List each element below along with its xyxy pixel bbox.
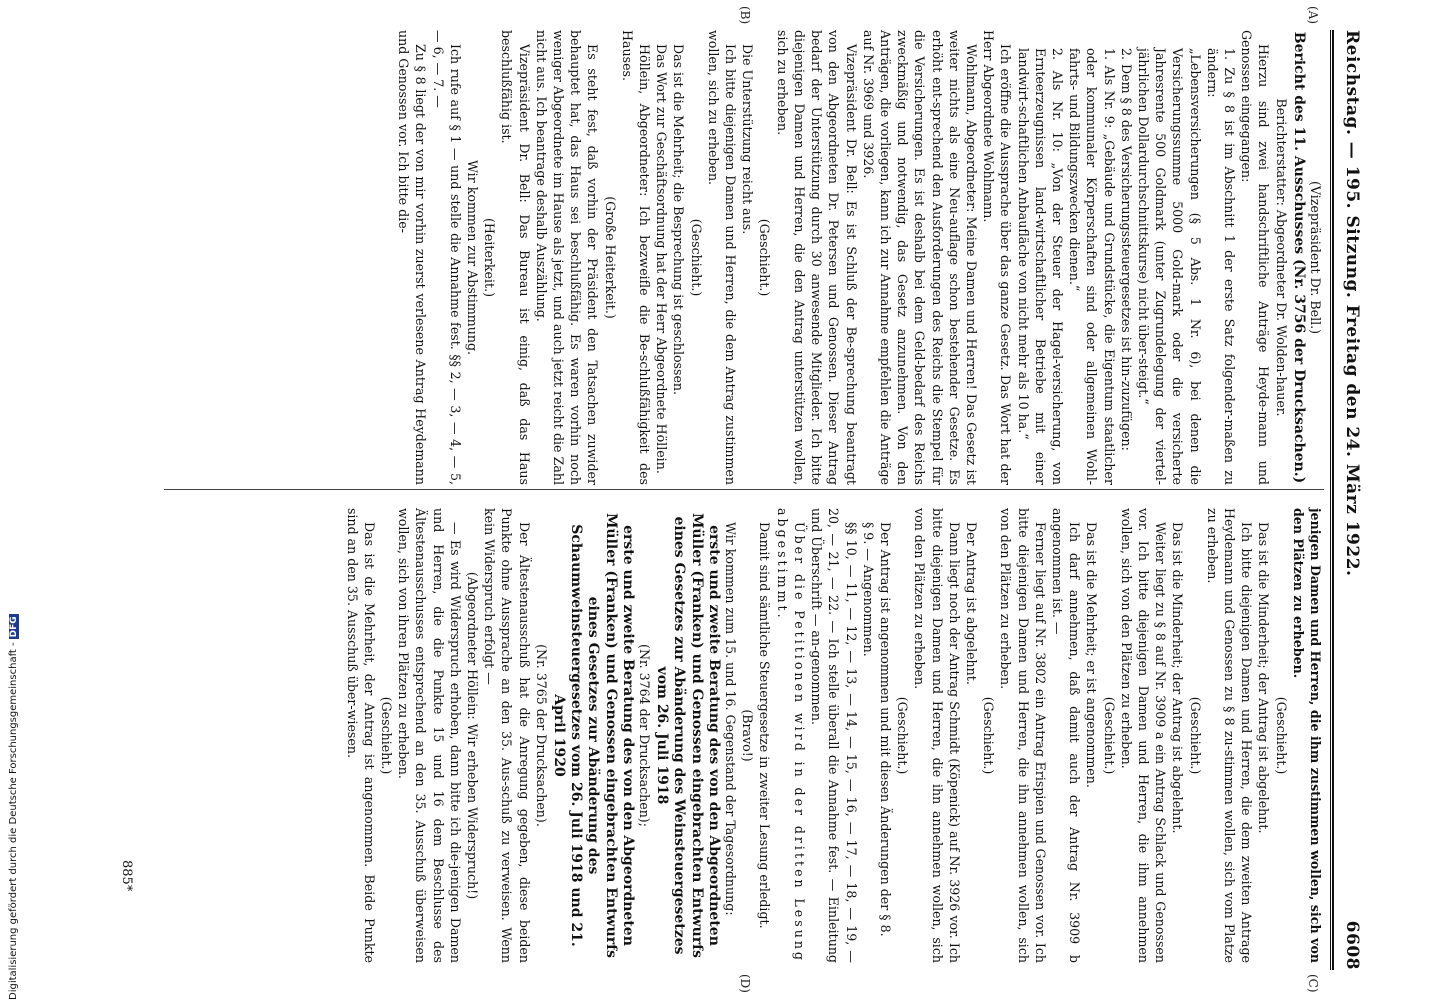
paragraph: Wir kommen zum 15. und 16. Gegenstand der Tagesordnung:: [723, 522, 739, 916]
stamp-text: Digitalisierung gefördert durch die Deutsche Forschungsgemeinschaft -: [8, 642, 19, 1000]
agenda-item: erste und zweite Beratung des von den Abgeordneten Müller (Franken) und Genossen eingebrachten Entwurfs eines Gesetzes zur Abänderung des Weinsteuergesetzes vom 26. Juli 1918: [654, 512, 722, 959]
paragraph: Der Antrag ist abgelehnt.: [963, 522, 979, 685]
paragraph: Dann liegt noch der Antrag Schmidt (Köpenick) auf Nr. 3926 vor. Ich bitte diejenigen Damen und Herren, die ihn annehmen wollen, sich von den Plätzen zu erheben.: [912, 508, 962, 963]
section-heading: Bericht des 11. Ausschusses (Nr. 3756 der Drucksachen.): [1290, 31, 1307, 484]
paragraph: Das ist die Minderheit; der Antrag ist abgelehnt.: [1256, 522, 1272, 834]
paragraph: 1. Als Nr. 9: „Gebäude und Grundstücke, die Eigentum staatlicher oder kommunaler Körperschaften sind oder allgemeinen Wohl-fahrts- und Bildungszwecken dienen.“: [1067, 48, 1117, 485]
paragraph: Ich bitte diejenigen Damen und Herren, die dem zweiten Antrage Heydemann und Genossen zu § 8 zu-stimmen wollen, sich vom Platze zu erheben.: [1204, 508, 1255, 963]
stage-direction: (Abgeordneter Höllein: Wir erheben Widerspruch!): [465, 571, 481, 900]
speech: Vizepräsident Dr. Bell: Das Bureau ist einig, daß das Haus beschlußfähig ist.: [499, 30, 532, 485]
speech: Wohlmann, Abgeordneter: Meine Damen und Herren! Das Gesetz ist weiter nichts als eine Neu-auflage schon bestehender Gesetze. Es erhöht ent-sprechend den Ausforderungen des Reichs die Stempel für die Versicherungen. Es ist deshalb bei dem Geld-bedarf des Reichs zweckmäßig und notwendig, das Gesetz anzunehmen. Von den Anträgen, die vorliegen, kann ich zur Annahme empfehlen die Anträge auf Nr. 3969 und 3926.: [860, 30, 979, 485]
margin-marker-a: (A): [1306, 6, 1320, 25]
paragraph: Damit sind sämtliche Steuergesetze in zweiter Lesung erledigt.: [757, 522, 773, 929]
column-divider: [164, 489, 1324, 490]
paragraph: Ich rufe auf § 1 — und stelle die Annahme fest. §§ 2, — 3, — 4, — 5, — 6, — 7. —: [430, 30, 463, 485]
paragraph: Der Ältestenausschuß hat die Anregung gegeben, diese beiden Punkte ohne Aussprache an den 35. Aus-schuß zu verweisen. Wenn kein Widerspruch erfolgt —: [482, 508, 532, 963]
paragraph: Das Wort zur Geschäftsordnung hat der Herr Abgeordnete Höllein.: [654, 44, 670, 474]
margin-marker-d: (D): [738, 974, 752, 993]
paragraph: 1. Zu § 8 ist im Abschnitt 1 der erste Satz folgender-maßen zu ändern:: [1204, 48, 1237, 485]
stage-direction: (Geschieht.): [688, 218, 704, 297]
stage-direction: (Große Heiterkeit.): [602, 196, 618, 319]
left-column: [395, 30, 1324, 485]
paragraph: Wir kommen zur Abstimmung.: [465, 159, 481, 356]
paragraph: Hierzu sind zwei handschriftliche Anträge Heyde-mann und Genossen eingegangen:: [1239, 30, 1272, 485]
paragraph: Ich bitte diejenigen Damen und Herren, die dem Antrag zustimmen wollen, sich zu erheben.: [705, 30, 739, 485]
paragraph: Über die Petitionen wird in der dritten Lesung abgestimmt.: [774, 508, 807, 963]
stage-direction: (Geschieht.): [895, 696, 911, 775]
stage-direction: (Geschieht.): [1187, 696, 1203, 775]
paragraph: Das ist die Mehrheit; die Besprechung ist geschlossen.: [671, 44, 687, 396]
paragraph: Ferner liegt auf Nr. 3802 ein Antrag Erispien und Genossen vor. Ich bitte diejenigen Damen und Herren, die ihn annehmen wollen, sich von den Plätzen zu erheben.: [998, 508, 1048, 963]
stage-direction: (Geschieht.): [379, 696, 395, 775]
running-head: Reichstag. — 195. Sitzung. Freitag den 24. März 1922.: [1342, 30, 1362, 577]
paragraph: Es steht fest, daß vorhin der Präsident den Tatsachen zuwider behauptet hat, das Haus sei beschlußfähig. Es waren vorhin noch weniger Abgeordnete im Hause als jetzt, und auch jetzt reicht die Zahl nicht aus. Ich beantrage deshalb Auszählung.: [533, 30, 601, 485]
paragraph: Weiter liegt zu § 8 auf Nr. 3909 a ein Antrag Schlack und Genossen vor. Ich bitte diejenigen Damen und Herren, die ihm annehmen wollen, sich von den Plätzen zu erheben.: [1118, 508, 1169, 963]
paragraph: 2. Dem § 8 des Versicherungssteuergesetzes ist hin-zuzufügen:: [1118, 48, 1134, 451]
paragraph: § 9. — Angenommen.: [860, 522, 876, 657]
digitization-stamp: [8, 580, 22, 1000]
paragraph: Zu § 8 liegt der von mir vorhin zuerst verlesene Antrag Heydemann und Genossen vor. Ich bitte die-: [396, 30, 429, 485]
agenda-item: erste und zweite Beratung des von den Abgeordneten Müller (Franken) und Genossen eingebrachten Entwurfs eines Gesetzes zur Abänderung des Schaumweinsteuergesetzes vom 26. Juli 1918 und 21. April 1920: [551, 512, 636, 959]
paragraph: (Vizepräsident Dr. Bell.): [1308, 180, 1323, 335]
paragraph: Berichterstatter: Abgeordneter Dr. Wolden-hauer.: [1273, 98, 1289, 417]
stage-direction: (Geschieht.): [757, 218, 773, 297]
page-number: 885*: [119, 860, 134, 892]
paragraph: Ich eröffne die Aussprache über das ganze Gesetz. Das Wort hat der Herr Abgeordnete Wohlmann.: [981, 30, 1014, 485]
paragraph: jenigen Damen und Herren, die ihm zustimmen wollen, sich von den Plätzen zu erheben.: [1290, 508, 1323, 963]
paragraph: Der Antrag ist angenommen und mit diesen Änderungen der § 8.: [877, 522, 893, 937]
paragraph: Das ist die Mehrheit; er ist angenommen.: [1084, 522, 1100, 788]
header-rule-thin: [1330, 30, 1331, 970]
paragraph: Das ist die Mehrheit, der Antrag ist angenommen. Beide Punkte sind an den 35. Ausschuß über-wiesen.: [344, 508, 377, 963]
stage-direction: (Heiterkeit.): [482, 218, 498, 297]
paragraph: Ich darf annehmen, daß damit auch der Antrag Nr. 3909 b angenommen ist. —: [1049, 508, 1083, 963]
header-rule: [1332, 30, 1334, 970]
margin-marker-b: (B): [738, 6, 752, 25]
dfg-logo: DFG: [9, 616, 19, 638]
margin-marker-c: (C): [1306, 974, 1320, 993]
paragraph: — Es wird Widerspruch erhoben, dann bitte ich die-jenigen Damen und Herren, die die Punkte 15 und 16 dem Beschlusse des Ältestenausschusses entsprechend an den 35. Ausschuß überweisen wollen, sich von ihren Plätzen zu erheben.: [396, 508, 463, 963]
stage-direction: (Bravo!): [740, 709, 756, 762]
paragraph: „Lebensversicherungen (§ 5 Abs. 1 Nr. 6), bei denen die Versicherungssumme 5000 Gold-mark oder die versicherte Jahresrente 500 Goldmark (unter Zugrundelegung der viertel-jährlichen Dollardurchschnittskurse) nicht über-steigt.“: [1135, 48, 1203, 485]
stage-direction: (Geschieht.): [1101, 696, 1117, 775]
right-column: [343, 508, 1324, 963]
paragraph: Das ist die Minderheit; der Antrag ist abgelehnt.: [1170, 522, 1186, 834]
stage-direction: (Geschieht.): [981, 696, 997, 775]
page-header: [1336, 30, 1366, 970]
speech: Höllein, Abgeordneter: Ich bezweifle die Be-schlußfähigkeit des Hauses.: [619, 30, 653, 485]
speech: Vizepräsident Dr. Bell: Es ist Schluß der Be-sprechung beantragt von den Abgeordneten Dr. Petersen und Genossen. Dieser Antrag bedarf der Unterstützung durch 30 anwesende Mitglieder. Ich bitte diejenigen Damen und Herren, die den Antrag unterstützen wollen, sich zu erheben.: [774, 30, 859, 485]
stage-direction: (Geschieht.): [1273, 696, 1289, 775]
paragraph: (Nr. 3765 der Drucksachen).: [533, 644, 549, 827]
paragraph: (Nr. 3764 der Drucksachen);: [637, 644, 653, 827]
column-number: 6608: [1342, 920, 1362, 970]
paragraph: 2. Als Nr. 10: „Von der Steuer der Hagel-versicherung, von Ernteerzeugnissen land-wirtschaftlicher Betriebe mit einer landwirt-schaftlichen Anbaufläche von nicht mehr als 10 ha.“: [1015, 48, 1065, 485]
paragraph: §§ 10, — 11, — 12, — 13, — 14, — 15, — 16, — 17, — 18, — 19, — 20, — 21, — 22. — Ich stelle überall die Annahme fest. — Einleitung und Überschrift — an-genommen.: [809, 508, 859, 963]
paragraph: Die Unterstützung reicht aus.: [740, 44, 756, 235]
scanned-page: [104, 0, 1372, 1000]
